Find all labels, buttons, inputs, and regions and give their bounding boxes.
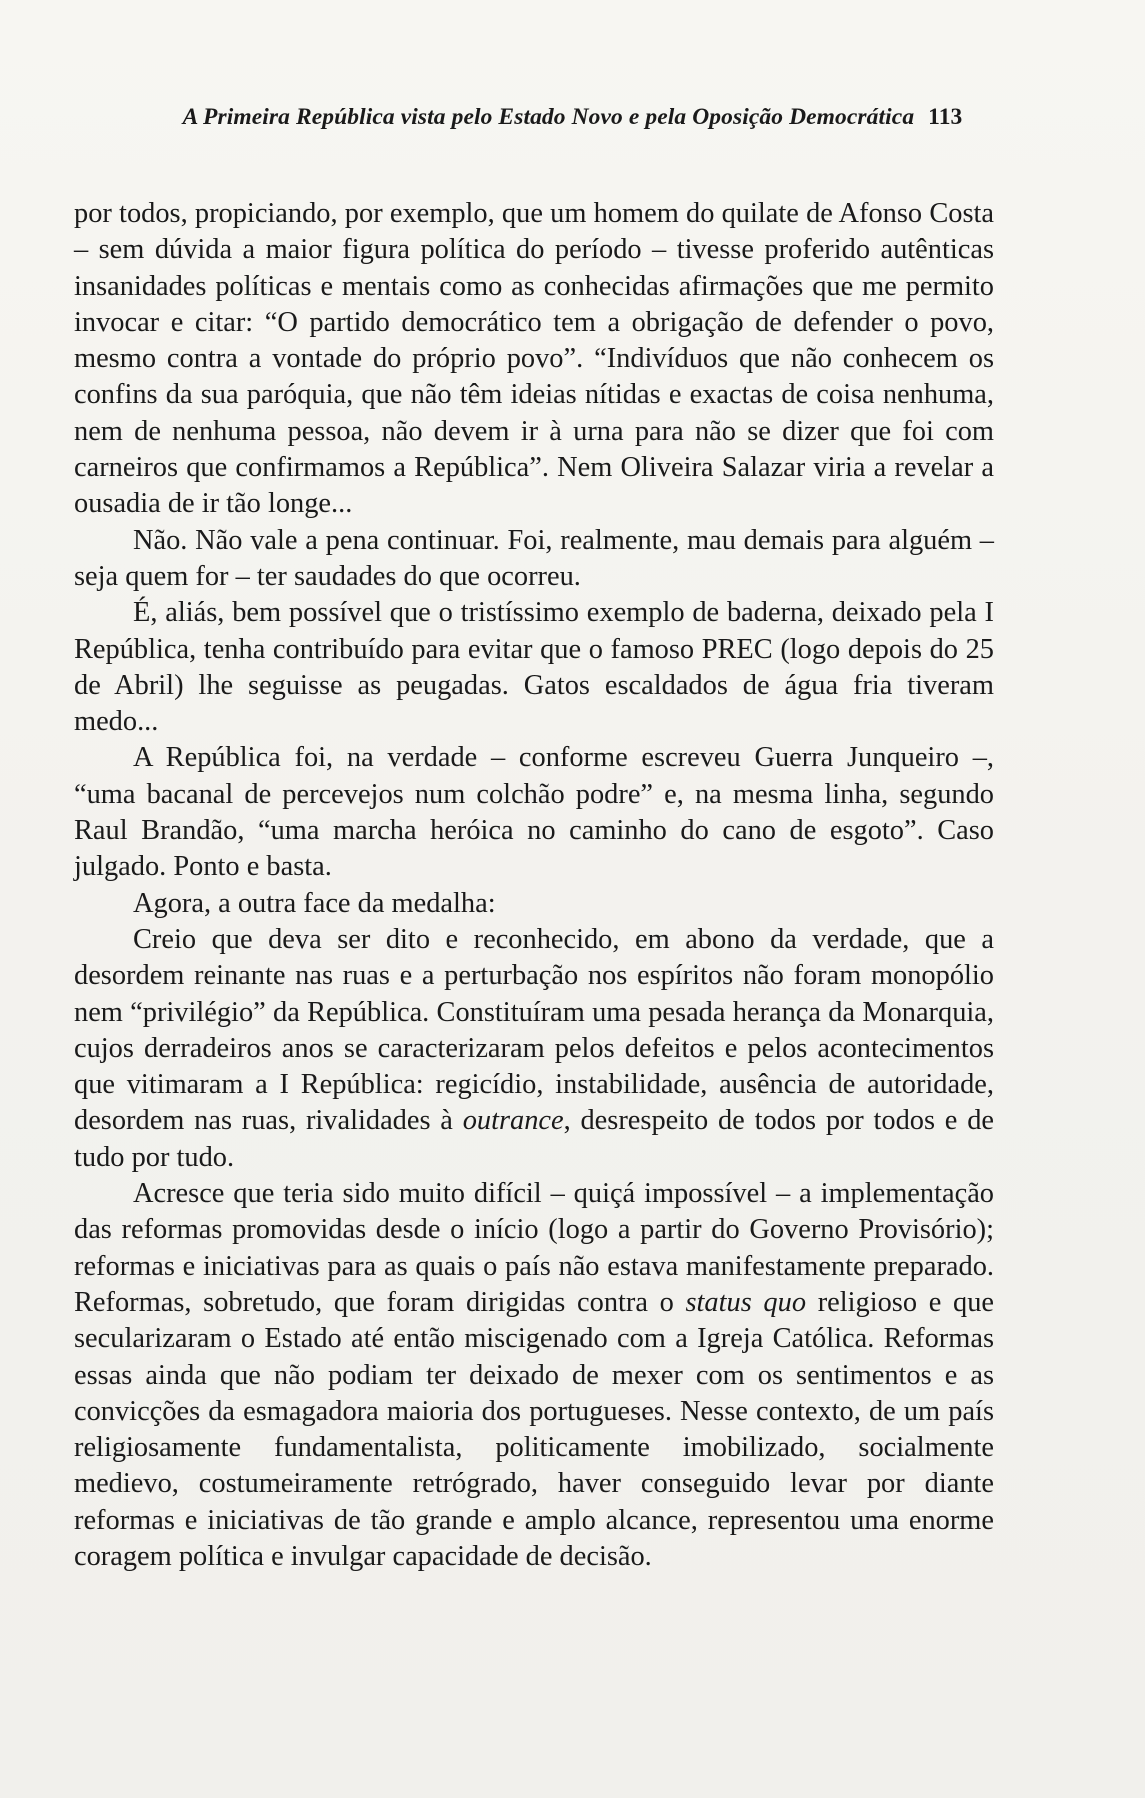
paragraph-6 xyxy=(74,922,994,1176)
paragraph-7-text-b: religioso e que secularizaram o Estado até então miscigenado com a Igreja Católica. Reformas essas ainda que não podiam ter deixado de mexer com os sentimentos e as convicções da esmagadora maioria dos portugueses. Nesse contexto, de um país religiosamente fundamentalista, politicamente imobilizado, socialmente medievo, costumeiramente retrógrado, haver conseguido levar por diante reformas e iniciativas de tão grande e amplo alcance, representou uma enorme coragem política e invulgar capacidade de decisão. xyxy=(74,1286,994,1572)
paragraph-2: Não. Não vale a pena continuar. Foi, realmente, mau demais para alguém – seja quem for – ter saudades do que ocorreu. xyxy=(74,524,994,592)
running-title: A Primeira República vista pelo Estado Novo e pela Oposição Democrática xyxy=(182,104,915,130)
page-number: 113 xyxy=(928,104,963,130)
paragraph-6-text-a: Creio que deva ser dito e reconhecido, em abono da verdade, que a desordem reinante nas ruas e a perturbação nos espíritos não foram monopólio nem “privilégio” da República. Constituíram uma pesada herança da Monarquia, cujos derradeiros anos se caracterizaram pelos defeitos e pelos acontecimentos que vitimaram a I República: regicídio, instabilidade, ausência de autoridade, desordem nas ruas, rivalidades à xyxy=(74,923,994,1137)
paragraph-1: por todos, propiciando, por exemplo, que um homem do quilate de Afonso Costa – sem dúvida a maior figura política do período – tivesse proferido autênticas insanidades políticas e mentais como as conhecidas afirmações que me permito invocar e citar: “O partido democrático tem a obrigação de defender o povo, mesmo contra a vontade do próprio povo”. “Indivíduos que não conhecem os confins da sua paróquia, que não têm ideias nítidas e exactas de coisa nenhuma, nem de nenhuma pessoa, não devem ir à urna para não se dizer que foi com carneiros que confirmamos a República”. Nem Oliveira Salazar viria a revelar a ousadia de ir tão longe... xyxy=(74,198,994,520)
paragraph-4: A República foi, na verdade – conforme escreveu Guerra Junqueiro –, “uma bacanal de percevejos num colchão podre” e, na mesma linha, segundo Raul Brandão, “uma marcha heróica no caminho do cano de esgoto”. Caso julgado. Ponto e basta. xyxy=(74,742,994,883)
running-header xyxy=(0,104,1145,131)
paragraph-6-italic: outrance xyxy=(462,1105,564,1137)
paragraph-7 xyxy=(74,1176,994,1575)
paragraph-7-italic: status quo xyxy=(685,1286,807,1318)
paragraph-3: É, aliás, bem possível que o tristíssimo exemplo de baderna, deixado pela I República, tenha contribuído para evitar que o famoso PREC (logo depois do 25 de Abril) lhe seguisse as peugadas. Gatos escaldados de água fria tiveram medo... xyxy=(74,597,994,738)
body-text xyxy=(74,196,994,1575)
paragraph-5: Agora, a outra face da medalha: xyxy=(133,887,496,919)
paragraph-7-text-a: Acresce que teria sido muito difícil – quiçá impossível – a implementação das reformas promovidas desde o início (logo a partir do Governo Provisório); reformas e iniciativas para as quais o país não estava manifestamente preparado. Reformas, sobretudo, que foram dirigidas contra o xyxy=(74,1178,994,1318)
paragraph-6-text-b: , desrespeito de todos por todos e de tudo por tudo. xyxy=(74,1105,994,1173)
